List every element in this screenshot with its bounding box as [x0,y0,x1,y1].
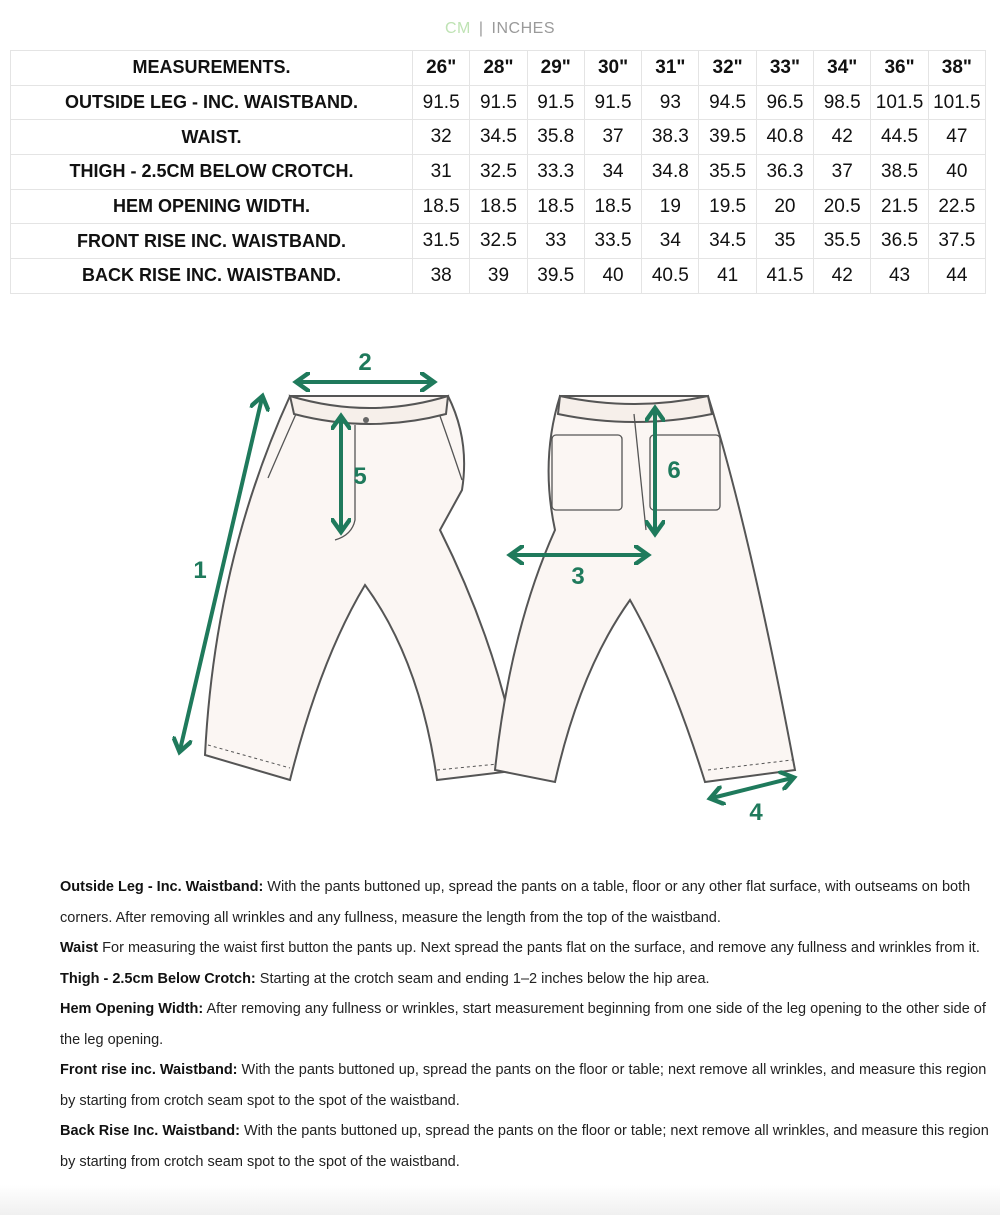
table-cell: 35.8 [527,120,584,155]
front-pants-outline [205,396,520,780]
marker-5: 5 [353,463,367,490]
table-cell: 34.8 [642,155,699,190]
table-cell: 32.5 [470,224,527,259]
table-cell: 42 [814,120,871,155]
marker-2: 2 [358,349,372,376]
table-cell: 96.5 [756,85,813,120]
table-cell: 93 [642,85,699,120]
table-header-row [11,51,986,86]
table-cell: 98.5 [814,85,871,120]
row-label: OUTSIDE LEG - INC. WAISTBAND. [11,85,413,120]
table-cell: 40 [584,259,641,294]
table-cell: 35 [756,224,813,259]
desc-outside-leg [60,872,990,933]
desc-waist [60,933,990,964]
table-cell: 32.5 [470,155,527,190]
desc-title: Waist [60,940,99,956]
table-cell: 101.5 [871,85,928,120]
table-cell: 18.5 [584,189,641,224]
arrow-hem [712,778,792,798]
table-cell: 33.5 [584,224,641,259]
marker-4: 4 [749,799,763,826]
table-cell: 34 [584,155,641,190]
desc-thigh [60,964,990,995]
table-cell: 21.5 [871,189,928,224]
table-cell: 37 [814,155,871,190]
table-cell: 33 [527,224,584,259]
table-cell: 41 [699,259,756,294]
table-cell: 18.5 [470,189,527,224]
size-header: 38" [928,51,985,86]
table-cell: 20.5 [814,189,871,224]
table-cell: 40 [928,155,985,190]
table-cell: 42 [814,259,871,294]
size-header: 34" [814,51,871,86]
table-cell: 40.8 [756,120,813,155]
desc-title: Outside Leg - Inc. Waistband: [60,879,264,895]
desc-title: Hem Opening Width: [60,1001,204,1017]
marker-1: 1 [193,557,207,584]
table-cell: 91.5 [527,85,584,120]
table-cell: 43 [871,259,928,294]
desc-front-rise [60,1055,990,1116]
row-label: BACK RISE INC. WAISTBAND. [11,259,413,294]
table-cell: 38 [413,259,470,294]
table-cell: 31.5 [413,224,470,259]
table-row [11,259,986,294]
table-row [11,189,986,224]
table-cell: 94.5 [699,85,756,120]
desc-text: With the pants buttoned up, spread the pants on the floor or table; next remove all wrinkles, and measure this region by starting from crotch seam spot to the spot of the waistband. [60,1062,987,1109]
marker-6: 6 [667,457,681,484]
size-header: 26" [413,51,470,86]
table-cell: 44.5 [871,120,928,155]
desc-text: With the pants buttoned up, spread the pants on the floor or table; next remove all wrinkles, and measure this region by starting from crotch seam spot to the spot of the waistband. [60,1123,989,1170]
table-row [11,224,986,259]
table-cell: 36.3 [756,155,813,190]
table-cell: 91.5 [470,85,527,120]
table-row [11,155,986,190]
table-cell: 38.5 [871,155,928,190]
table-cell: 91.5 [413,85,470,120]
header-label: MEASUREMENTS. [11,51,413,86]
table-cell: 34 [642,224,699,259]
table-cell: 37 [584,120,641,155]
table-cell: 22.5 [928,189,985,224]
desc-text: Starting at the crotch seam and ending 1–2 inches below the hip area. [255,970,710,987]
table-cell: 32 [413,120,470,155]
size-header: 32" [699,51,756,86]
row-label: THIGH - 2.5CM BELOW CROTCH. [11,155,413,190]
table-cell: 39.5 [527,259,584,294]
size-chart-table [10,50,986,294]
table-cell: 34.5 [470,120,527,155]
table-cell: 20 [756,189,813,224]
table-cell: 44 [928,259,985,294]
size-header: 30" [584,51,641,86]
desc-text: After removing any fullness or wrinkles, start measurement beginning from one side of the leg opening to the other side of the leg opening. [60,1001,986,1048]
unit-separator: | [478,20,484,37]
row-label: FRONT RISE INC. WAISTBAND. [11,224,413,259]
measurement-descriptions [60,872,990,1177]
table-row [11,120,986,155]
table-cell: 18.5 [413,189,470,224]
size-header: 36" [871,51,928,86]
size-header: 33" [756,51,813,86]
table-cell: 39.5 [699,120,756,155]
desc-title: Thigh - 2.5cm Below Crotch: [60,970,256,987]
back-pants-illustration [495,396,795,782]
desc-text: With the pants buttoned up, spread the pants on a table, floor or any other flat surface, with outseams on both corners. After removing all wrinkles and any fullness, measure the length from the top of the waistband. [60,879,971,926]
table-cell: 18.5 [527,189,584,224]
desc-title: Back Rise Inc. Waistband: [60,1123,240,1139]
size-header: 31" [642,51,699,86]
table-cell: 31 [413,155,470,190]
table-cell: 101.5 [928,85,985,120]
table-row [11,85,986,120]
table-cell: 39 [470,259,527,294]
table-cell: 19.5 [699,189,756,224]
table-cell: 35.5 [814,224,871,259]
front-pants-illustration [205,396,520,780]
unit-toggle [0,20,1000,38]
table-cell: 34.5 [699,224,756,259]
back-pants-outline [495,396,795,782]
table-cell: 19 [642,189,699,224]
diagram-svg [0,330,1000,850]
table-cell: 36.5 [871,224,928,259]
desc-title: Front rise inc. Waistband: [60,1062,238,1078]
table-cell: 40.5 [642,259,699,294]
desc-hem [60,994,990,1055]
desc-back-rise [60,1116,990,1177]
marker-3: 3 [571,563,585,590]
table-cell: 41.5 [756,259,813,294]
table-cell: 33.3 [527,155,584,190]
size-header: 29" [527,51,584,86]
bottom-fade [0,1185,1000,1215]
front-button-icon [363,417,369,423]
pants-measurement-diagram [0,330,1000,850]
row-label: WAIST. [11,120,413,155]
table-cell: 91.5 [584,85,641,120]
table-cell: 47 [928,120,985,155]
table-cell: 35.5 [699,155,756,190]
row-label: HEM OPENING WIDTH. [11,189,413,224]
unit-inches-tab[interactable]: INCHES [491,20,555,37]
table-cell: 37.5 [928,224,985,259]
size-header: 28" [470,51,527,86]
unit-cm-tab[interactable]: CM [445,20,471,37]
table-cell: 38.3 [642,120,699,155]
desc-text: For measuring the waist first button the pants up. Next spread the pants flat on the surface, and remove any fullness and wrinkles from it. [98,940,980,956]
